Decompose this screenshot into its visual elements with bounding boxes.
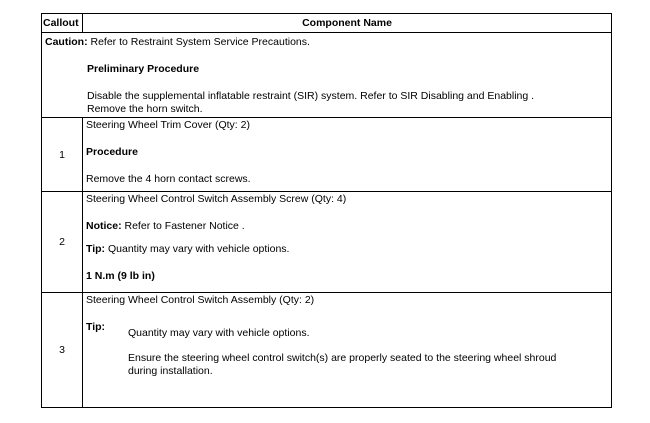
table-row [42,293,611,407]
table-row [42,118,611,192]
tip-text: Quantity may vary with vehicle options. [105,243,290,255]
tip-line-1: Quantity may vary with vehicle options. [128,327,310,339]
caution-label: Caution: [45,36,88,48]
caution-line [45,36,608,49]
component-table [41,13,612,408]
callout-number: 1 [42,118,83,191]
notice-label: Notice: [86,220,122,232]
tip-block [86,321,608,378]
caution-text: Refer to Restraint System Service Precautions. [87,36,310,48]
preliminary-text-2: Remove the horn switch. [87,103,203,115]
header-callout: Callout [42,14,83,32]
notice-text: Refer to Fastener Notice . [121,220,245,232]
tip-line-2: Ensure the steering wheel control switch(s) are properly seated to the steering wheel shroud [128,352,557,364]
tip-line [86,243,608,256]
component-name: Steering Wheel Trim Cover (Qty: 2) [86,119,250,131]
component-cell [83,118,611,191]
callout-number: 3 [42,293,83,407]
table-header-row [42,14,611,33]
procedure-text: Remove the 4 horn contact screws. [86,173,251,185]
component-name: Steering Wheel Control Switch Assembly (Qty: 2) [86,294,315,306]
caution-row [42,33,611,118]
preliminary-text-1: Disable the supplemental inflatable restraint (SIR) system. Refer to SIR Disabling and Enabling . [87,90,535,102]
tip-line-3: during installation. [128,365,213,377]
header-component-name: Component Name [302,16,392,29]
component-cell [83,293,611,407]
notice-line [86,220,608,233]
procedure-label: Procedure [86,146,138,158]
table-row [42,192,611,293]
tip-label: Tip: [86,243,106,255]
component-name: Steering Wheel Control Switch Assembly Screw (Qty: 4) [86,193,347,205]
component-cell [83,192,611,292]
tip-body [128,321,556,378]
tip-label: Tip: [86,321,106,333]
preliminary-procedure-title: Preliminary Procedure [87,63,200,75]
torque-spec: 1 N.m (9 lb in) [86,270,155,282]
callout-number: 2 [42,192,83,292]
